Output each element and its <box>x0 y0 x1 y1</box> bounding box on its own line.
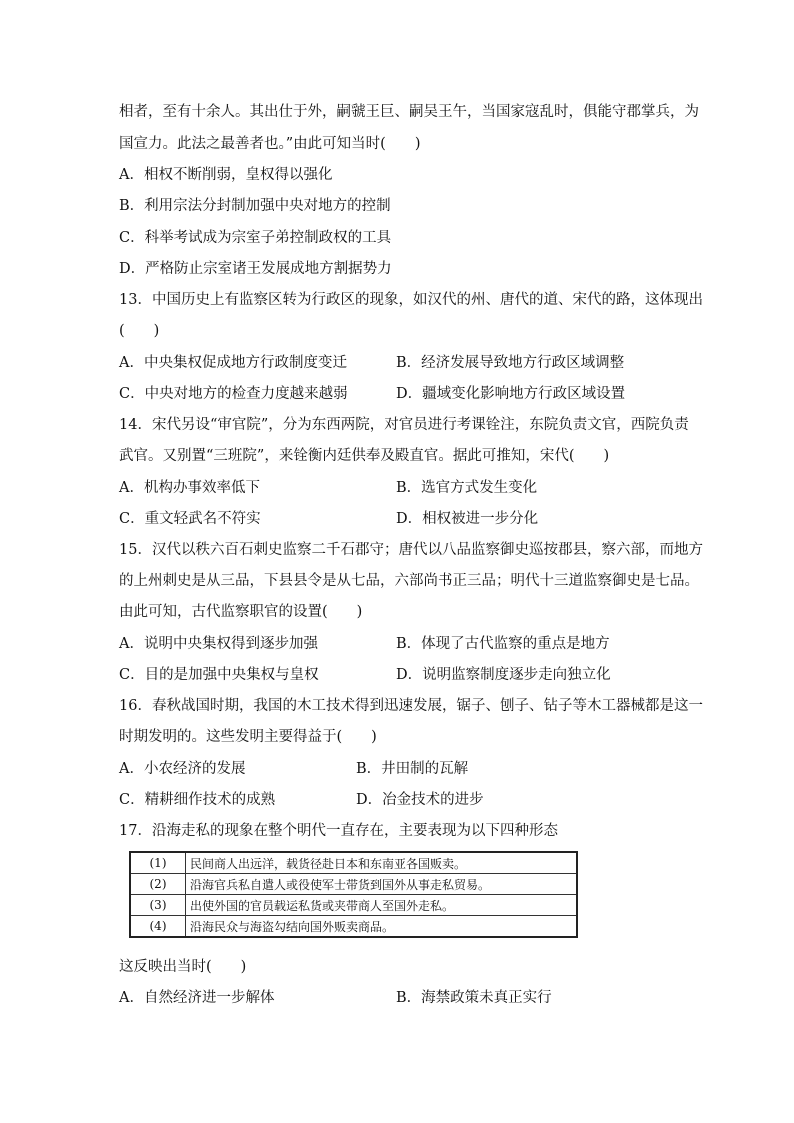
q13-option-b[interactable]: B．经济发展导致地方行政区域调整 <box>396 355 625 371</box>
q17-stem-line1: 17．沿海走私的现象在整个明代一直存在，主要表现为以下四种形态 <box>119 823 558 839</box>
q15-stem-line2: 的上州刺史是从三品，下县县令是从七品，六部尚书正三品；明代十三道监察御史是七品。 <box>119 573 699 589</box>
q12-stem-line1: 相者，至有十余人。其出仕于外，嗣虢王巨、嗣吴王午，当国家寇乱时，俱能守郡掌兵，为 <box>119 104 699 120</box>
row-number: (1) <box>130 852 186 874</box>
q13-option-d[interactable]: D．疆域变化影响地方行政区域设置 <box>396 386 626 402</box>
row-text: 出使外国的官员载运私货或夹带商人至国外走私。 <box>186 895 578 916</box>
q16-option-b[interactable]: B．井田制的瓦解 <box>356 761 469 777</box>
row-text: 沿海民众与海盗勾结向国外贩卖商品。 <box>186 916 578 938</box>
q17-option-a[interactable]: A．自然经济进一步解体 <box>119 990 275 1006</box>
q16-option-c[interactable]: C．精耕细作技术的成熟 <box>119 792 276 808</box>
q16-option-d[interactable]: D．冶金技术的进步 <box>356 792 484 808</box>
row-text: 民间商人出远洋，载货径赴日本和东南亚各国贩卖。 <box>186 852 578 874</box>
row-number: (2) <box>130 874 186 895</box>
q15-stem-line3: 由此可知，古代监察职官的设置( ) <box>119 604 363 620</box>
q17-option-b[interactable]: B．海禁政策未真正实行 <box>396 990 552 1006</box>
q15-option-c[interactable]: C．目的是加强中央集权与皇权 <box>119 667 319 683</box>
table-row <box>130 852 577 874</box>
q12-option-b[interactable]: B．利用宗法分封制加强中央对地方的控制 <box>119 198 391 214</box>
q17-stem-line2: 这反映出当时( ) <box>119 959 247 975</box>
q14-option-c[interactable]: C．重文轻武名不符实 <box>119 511 261 527</box>
q15-option-a[interactable]: A．说明中央集权得到逐步加强 <box>119 636 318 652</box>
q15-option-d[interactable]: D．说明监察制度逐步走向独立化 <box>396 667 611 683</box>
q14-stem-line2: 武官。又别置“三班院”，来铨衡内廷供奉及殿直官。据此可推知，宋代( ) <box>119 448 610 464</box>
q14-option-b[interactable]: B．选官方式发生变化 <box>396 480 538 496</box>
table-row <box>130 874 577 895</box>
q14-stem-line1: 14．宋代另设“审官院”，分为东西两院，对官员进行考课铨注，东院负责文官，西院负责 <box>119 417 689 433</box>
q13-stem-line1: 13．中国历史上有监察区转为行政区的现象，如汉代的州、唐代的道、宋代的路，这体现出 <box>119 292 703 308</box>
row-text: 沿海官兵私自遣人或役使军士带货到国外从事走私贸易。 <box>186 874 578 895</box>
q16-option-a[interactable]: A．小农经济的发展 <box>119 761 246 777</box>
q13-option-a[interactable]: A．中央集权促成地方行政制度变迁 <box>119 355 347 371</box>
smuggling-forms-table <box>129 851 578 938</box>
q15-option-b[interactable]: B．体现了古代监察的重点是地方 <box>396 636 610 652</box>
q15-stem-line1: 15．汉代以秩六百石刺史监察二千石郡守；唐代以八品监察御史巡按郡县，察六部，而地方 <box>119 542 703 558</box>
row-number: (4) <box>130 916 186 938</box>
q16-stem-line1: 16．春秋战国时期，我国的木工技术得到迅速发展，锯子、刨子、钻子等木工器械都是这一 <box>119 698 703 714</box>
q14-option-d[interactable]: D．相权被进一步分化 <box>396 511 539 527</box>
q12-option-d[interactable]: D．严格防止宗室诸王发展成地方割据势力 <box>119 261 392 277</box>
q13-stem-line2: ( ) <box>119 323 160 339</box>
q12-stem-line2: 国宣力。此法之最善者也。”由此可知当时( ) <box>119 136 421 152</box>
q12-option-a[interactable]: A．相权不断削弱，皇权得以强化 <box>119 167 333 183</box>
q16-stem-line2: 时期发明的。这些发明主要得益于( ) <box>119 729 377 745</box>
q12-option-c[interactable]: C．科举考试成为宗室子弟控制政权的工具 <box>119 230 392 246</box>
q13-option-c[interactable]: C．中央对地方的检查力度越来越弱 <box>119 386 348 402</box>
table-row <box>130 895 577 916</box>
row-number: (3) <box>130 895 186 916</box>
table-row <box>130 916 577 938</box>
q14-option-a[interactable]: A．机构办事效率低下 <box>119 480 260 496</box>
